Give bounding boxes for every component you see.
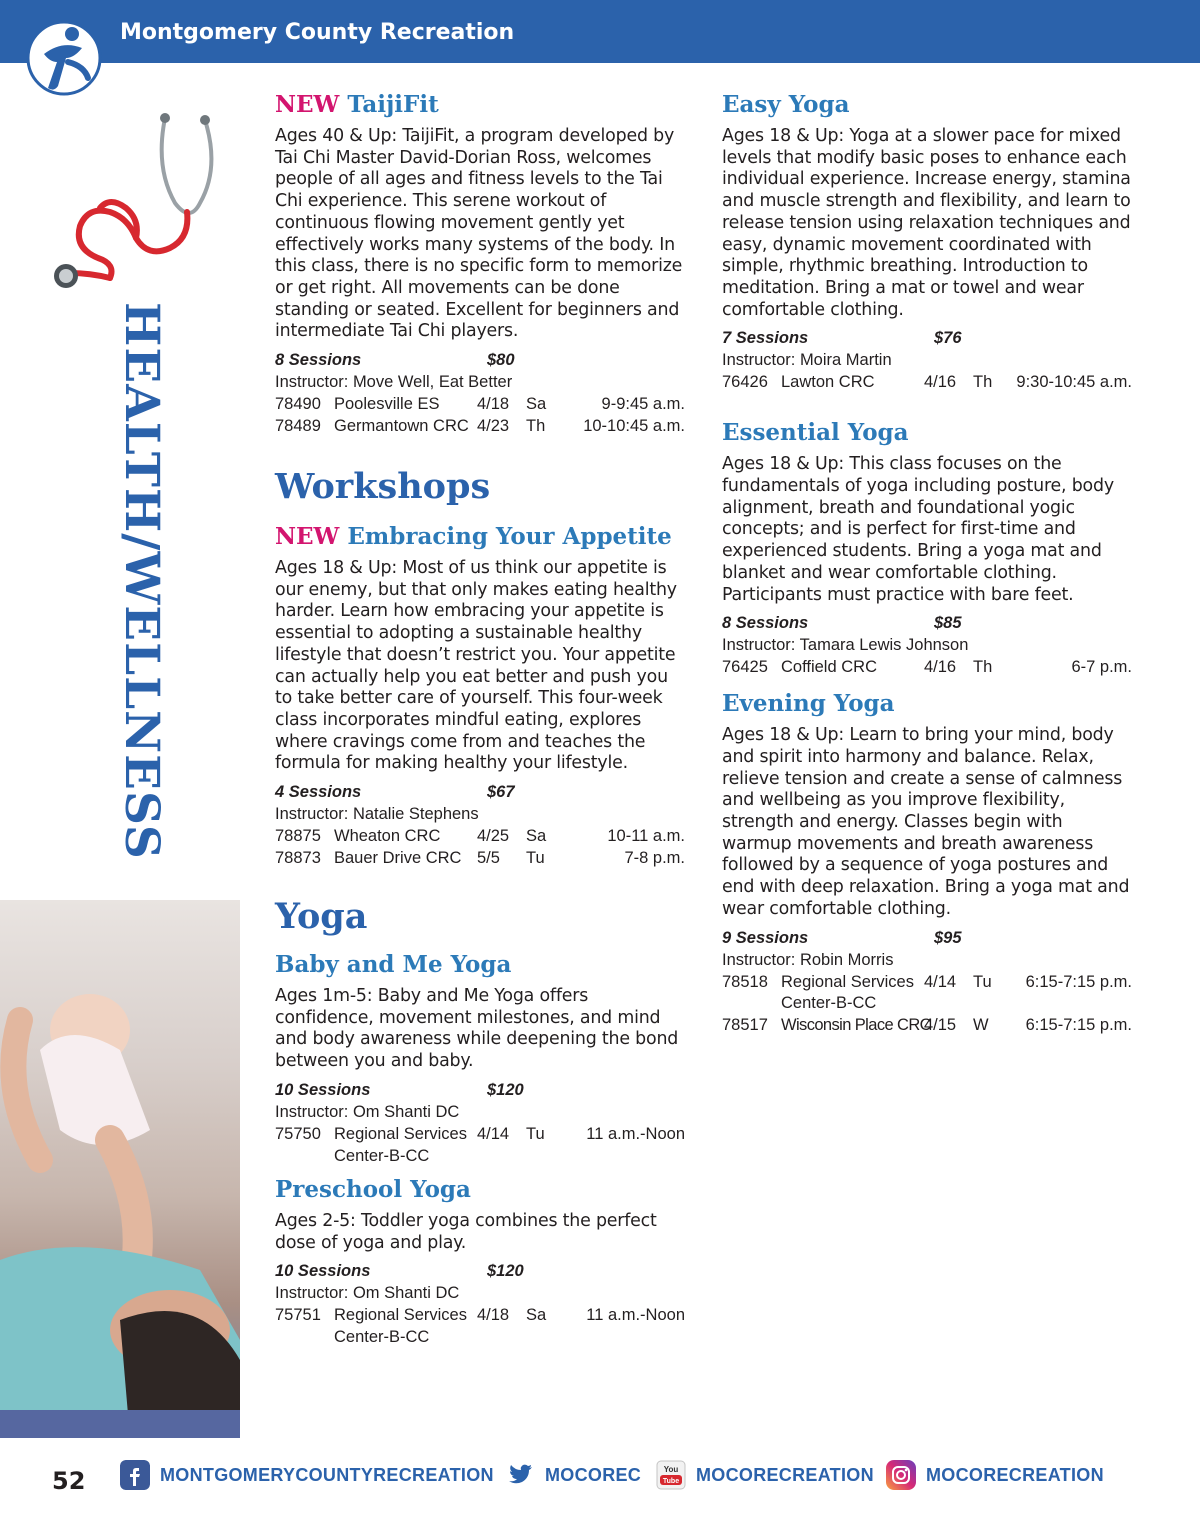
location: Bauer Drive CRC xyxy=(334,849,462,868)
schedule-row xyxy=(722,372,1134,394)
location: Wheaton CRC xyxy=(334,827,441,846)
youtube-icon xyxy=(656,1460,686,1490)
footer xyxy=(0,1455,1200,1515)
left-column xyxy=(275,90,687,1348)
start-date: 4/16 xyxy=(924,373,957,392)
svg-text:Tube: Tube xyxy=(662,1478,680,1485)
price: $120 xyxy=(487,1262,524,1281)
sessions-row xyxy=(722,928,1134,950)
instagram-link[interactable] xyxy=(886,1460,1104,1490)
course-title: Baby and Me Yoga xyxy=(275,951,512,979)
course-easy-yoga xyxy=(722,90,1134,394)
course-code: 76426 xyxy=(722,373,768,392)
sessions-count: 10 Sessions xyxy=(275,1080,371,1099)
day: W xyxy=(973,1015,989,1034)
start-date: 4/18 xyxy=(477,1306,510,1325)
course-preschool-yoga xyxy=(275,1175,687,1348)
sessions-row xyxy=(275,1261,687,1283)
course-code: 75750 xyxy=(275,1124,321,1143)
course-taijifit xyxy=(275,90,687,438)
course-essential-yoga xyxy=(722,418,1134,679)
course-code: 78489 xyxy=(275,417,321,436)
time: 6:15-7:15 p.m. xyxy=(1025,1015,1132,1034)
header-title: Montgomery County Recreation xyxy=(120,20,515,45)
price: $80 xyxy=(487,351,515,370)
day: Sa xyxy=(526,1306,547,1325)
instructor: Instructor: Move Well, Eat Better xyxy=(275,373,513,392)
start-date: 4/18 xyxy=(477,395,510,414)
start-date: 5/5 xyxy=(477,849,500,868)
location: Regional Services Center-B-CC xyxy=(334,1306,467,1346)
time: 6-7 p.m. xyxy=(1071,658,1132,677)
time: 10-10:45 a.m. xyxy=(583,417,685,436)
page-number: 52 xyxy=(52,1467,86,1495)
location: Regional Services Center-B-CC xyxy=(334,1124,467,1165)
location: Germantown CRC xyxy=(334,417,469,436)
course-title: Essential Yoga xyxy=(722,419,909,447)
schedule-row xyxy=(722,1015,1134,1037)
course-code: 75751 xyxy=(275,1306,321,1325)
day: Tu xyxy=(526,1124,545,1143)
location: Coffield CRC xyxy=(781,658,877,677)
stethoscope-heart-icon xyxy=(40,108,250,298)
time: 11 a.m.-Noon xyxy=(586,1124,685,1143)
price: $76 xyxy=(934,329,962,348)
section-title-yoga: Yoga xyxy=(275,896,368,938)
course-description: Ages 1m-5: Baby and Me Yoga offers confidence, movement milestones, and mind and body awareness while deepening the bond between you and baby. xyxy=(275,986,679,1072)
course-description: Ages 18 & Up: Yoga at a slower pace for mixed levels that modify basic poses to enhance each individual experience. Increase energy, stamina and muscle strength and flexibility, and learn to release tension using relaxation techniques and easy, dynamic movement coordinated with simple, rhythmic breathing. Introduction to meditation. Bring a mat or towel and wear comfortable clothing. xyxy=(722,126,1131,320)
location: Regional Services Center-B-CC xyxy=(781,972,914,1013)
start-date: 4/14 xyxy=(477,1124,510,1143)
schedule-row xyxy=(275,1305,687,1348)
sessions-row xyxy=(722,328,1134,350)
course-title xyxy=(275,90,687,120)
price: $85 xyxy=(934,614,962,633)
course-code: 76425 xyxy=(722,658,768,677)
new-badge: NEW xyxy=(275,91,340,118)
sessions-count: 7 Sessions xyxy=(722,329,809,348)
schedule-row xyxy=(722,657,1134,679)
svg-text:You: You xyxy=(663,1465,679,1474)
youtube-handle: MOCORECREATION xyxy=(696,1464,874,1485)
day: Tu xyxy=(526,849,545,868)
price: $95 xyxy=(934,928,962,947)
course-title-text: Embracing Your Appetite xyxy=(347,523,672,551)
course-code: 78517 xyxy=(722,1015,768,1034)
twitter-icon xyxy=(505,1460,535,1490)
schedule-row xyxy=(275,394,687,416)
sessions-count: 9 Sessions xyxy=(722,928,809,947)
time: 11 a.m.-Noon xyxy=(586,1306,685,1325)
day: Sa xyxy=(526,395,547,414)
course-description: Ages 18 & Up: This class focuses on the fundamentals of yoga including posture, body alignment, breath and foundational yogic concepts; and is perfect for first-time and experienced students. Bring a yoga mat and blanket and wear comfortable clothing. Participants must practice with bare feet. xyxy=(722,454,1114,605)
schedule-row xyxy=(722,972,1134,1015)
time: 7-8 p.m. xyxy=(624,849,685,868)
sessions-count: 4 Sessions xyxy=(275,783,362,802)
start-date: 4/23 xyxy=(477,417,510,436)
day: Sa xyxy=(526,827,547,846)
course-evening-yoga xyxy=(722,689,1134,1036)
course-embracing-appetite xyxy=(275,522,687,870)
price: $120 xyxy=(487,1080,524,1099)
course-title xyxy=(275,522,687,552)
location: Wisconsin Place CRC xyxy=(781,1015,931,1034)
instructor: Instructor: Natalie Stephens xyxy=(275,805,479,824)
course-code: 78518 xyxy=(722,972,768,991)
schedule-row xyxy=(275,1124,687,1167)
course-code: 78490 xyxy=(275,395,321,414)
facebook-handle: MONTGOMERYCOUNTYRECREATION xyxy=(160,1464,494,1485)
facebook-icon xyxy=(120,1460,150,1490)
sessions-row xyxy=(275,1080,687,1102)
instructor: Instructor: Robin Morris xyxy=(722,950,894,969)
facebook-link[interactable] xyxy=(120,1460,494,1490)
course-title-text: TaijiFit xyxy=(347,91,439,118)
yoga-photo xyxy=(0,900,240,1438)
time: 10-11 a.m. xyxy=(607,827,685,846)
time: 9-9:45 a.m. xyxy=(601,395,685,414)
price: $67 xyxy=(487,783,515,802)
sessions-count: 10 Sessions xyxy=(275,1262,371,1281)
day: Th xyxy=(973,658,993,677)
day: Th xyxy=(973,373,993,392)
new-badge: NEW xyxy=(275,523,340,551)
start-date: 4/14 xyxy=(924,972,957,991)
twitter-link[interactable] xyxy=(505,1460,641,1490)
sessions-count: 8 Sessions xyxy=(722,614,809,633)
instructor: Instructor: Moira Martin xyxy=(722,351,892,370)
course-description: Ages 18 & Up: Learn to bring your mind, body and spirit into harmony and balance. Relax, relieve tension and create a sense of calmness and wellbeing as you improve flexibility, strength and energy. Classes begin with warmup movements and breath awareness followed by a sequence of yoga postures and end with deep relaxation. Bring a yoga mat and wear comfortable clothing. xyxy=(722,725,1130,919)
start-date: 4/15 xyxy=(924,1015,957,1034)
instagram-icon xyxy=(886,1460,916,1490)
sessions-count: 8 Sessions xyxy=(275,351,362,370)
course-description: Ages 40 & Up: TaijiFit, a program developed by Tai Chi Master David-Dorian Ross, welcomes people of all ages and fitness levels to the Tai Chi experience. This serene workout of continuous flowing movement gently yet effectively works many systems of the body. In this class, there is no specific form to memorize or get right. All movements can be done standing or seated. Excellent for beginners and intermediate Tai Chi players. xyxy=(275,126,683,342)
course-title: Evening Yoga xyxy=(722,690,895,718)
course-baby-and-me-yoga xyxy=(275,950,687,1167)
time: 9:30-10:45 a.m. xyxy=(1016,373,1132,392)
course-title: Preschool Yoga xyxy=(275,1175,471,1203)
sessions-row xyxy=(275,350,687,372)
right-column xyxy=(722,90,1134,1037)
start-date: 4/25 xyxy=(477,827,510,846)
twitter-handle: MOCOREC xyxy=(545,1464,642,1485)
time: 6:15-7:15 p.m. xyxy=(1025,972,1132,991)
schedule-row xyxy=(275,826,687,848)
schedule-row xyxy=(275,848,687,870)
day: Th xyxy=(526,417,546,436)
location: Lawton CRC xyxy=(781,373,875,392)
start-date: 4/16 xyxy=(924,658,957,677)
schedule-row xyxy=(275,416,687,438)
day: Tu xyxy=(973,972,992,991)
sessions-row xyxy=(722,613,1134,635)
logo-icon xyxy=(24,14,104,102)
youtube-link[interactable] xyxy=(656,1460,874,1490)
course-title: Easy Yoga xyxy=(722,91,850,118)
course-description: Ages 18 & Up: Most of us think our appetite is our enemy, but that only makes eating healthy harder. Learn how embracing your appetite is essential to adopting a sustainable healthy lifestyle that doesn’t restrict you. Your appetite can actually help you eat better and push you to take better care of yourself. This four-week class incorporates mindful eating, explores where cravings come from and teaches the formula for making healthy your lifestyle. xyxy=(275,558,677,774)
sessions-row xyxy=(275,782,687,804)
course-code: 78873 xyxy=(275,849,321,868)
course-code: 78875 xyxy=(275,827,321,846)
section-vertical-title: HEALTH/WELLNESS xyxy=(114,302,169,860)
instructor: Instructor: Om Shanti DC xyxy=(275,1102,460,1121)
instructor: Instructor: Om Shanti DC xyxy=(275,1284,460,1303)
instagram-handle: MOCORECREATION xyxy=(926,1464,1104,1485)
course-description: Ages 2-5: Toddler yoga combines the perfect dose of yoga and play. xyxy=(275,1210,657,1253)
section-title-workshops: Workshops xyxy=(275,466,491,508)
instructor: Instructor: Tamara Lewis Johnson xyxy=(722,636,969,655)
location: Poolesville ES xyxy=(334,395,440,414)
